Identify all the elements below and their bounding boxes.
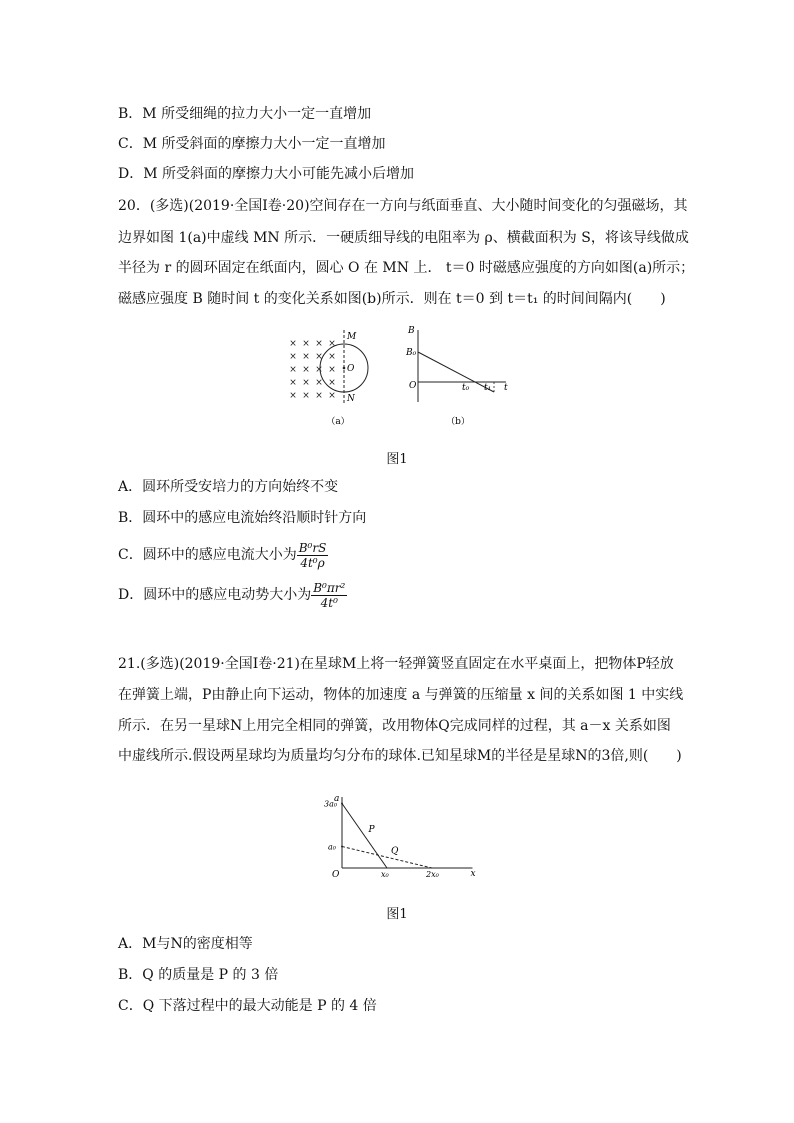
y-axis-label: a <box>334 794 340 805</box>
q21-stem-line-4: 中虚线所示.假设两星球均为质量均匀分布的球体.已知星球M的半径是星球N的3倍,则( ) <box>118 748 682 764</box>
label-n: N <box>347 394 355 404</box>
field-cross: × <box>328 391 336 401</box>
label-t: t <box>504 383 508 393</box>
q20-figure-a <box>278 322 378 432</box>
q20-option-c-fraction <box>297 541 329 570</box>
label-o: O <box>347 364 355 374</box>
b-t-line <box>418 352 494 392</box>
field-cross: × <box>315 365 323 375</box>
field-cross: × <box>302 365 310 375</box>
point-a0 <box>341 846 343 848</box>
field-cross: × <box>328 365 336 375</box>
ring-center <box>343 367 346 370</box>
q20-option-d <box>118 578 347 612</box>
field-cross: × <box>315 378 323 388</box>
field-cross: × <box>315 391 323 401</box>
field-cross: × <box>302 352 310 362</box>
q20-stem-line-3: 半径为 r 的圆环固定在纸面内，圆心 O 在 MN 上． t＝0 时磁感应强度的方向如图(a)所示； <box>118 260 695 276</box>
q20-option-c <box>118 538 328 572</box>
fraction-denominator: 4t⁰ <box>320 595 338 610</box>
q20-stem-line-2: 边界如图 1(a)中虚线 MN 所示．一硬质细导线的电阻率为 ρ、横截面积为 S，将该导线做成 <box>118 230 689 246</box>
field-cross: × <box>328 352 336 362</box>
series-p-line <box>342 804 387 869</box>
field-cross: × <box>315 339 323 349</box>
fraction-numerator: B⁰πr² <box>313 580 346 595</box>
q19-option-d: D．M 所受斜面的摩擦力大小可能先减小后增加 <box>118 166 415 182</box>
field-cross: × <box>302 378 310 388</box>
fraction-denominator: 4t⁰ρ <box>300 555 325 570</box>
field-cross: × <box>328 339 336 349</box>
label-origin: O <box>409 381 417 391</box>
q21-chart <box>312 782 482 882</box>
origin-label: O <box>332 870 340 880</box>
field-cross: × <box>302 339 310 349</box>
x-tick-label: x₀ <box>381 870 389 879</box>
field-cross: × <box>289 352 297 362</box>
point-3a0 <box>341 803 343 805</box>
q20-option-a: A．圆环所受安培力的方向始终不变 <box>118 479 339 495</box>
y-tick-label: 3a₀ <box>324 799 338 809</box>
fraction-numerator: B⁰rS <box>298 540 327 555</box>
q20-option-d-text: D．圆环中的感应电动势大小为 <box>118 587 312 603</box>
q21-option-c: C．Q 下落过程中的最大动能是 P 的 4 倍 <box>118 998 377 1014</box>
field-cross: × <box>289 378 297 388</box>
q20-stem-line-4: 磁感应强度 B 随时间 t 的变化关系如图(b)所示．则在 t＝0 到 t＝t₁ 的时间间隔内( ) <box>118 291 666 307</box>
q20-option-d-fraction <box>311 581 347 610</box>
field-cross: × <box>328 378 336 388</box>
q21-option-a: A．M与N的密度相等 <box>118 936 253 952</box>
field-cross: × <box>289 391 297 401</box>
label-t0: t₀ <box>462 383 470 393</box>
q20-option-b: B．圆环中的感应电流始终沿顺时针方向 <box>118 510 367 526</box>
q21-stem-line-1: 21.(多选)(2019·全国Ⅰ卷·21)在星球M上将一轻弹簧竖直固定在水平桌面上，把物体P轻放 <box>118 656 674 672</box>
q20-stem-line-1: 20．(多选)(2019·全国Ⅰ卷·20)空间存在一方向与纸面垂直、大小随时间变化的匀强磁场，其 <box>118 198 688 214</box>
q20-option-c-text: C．圆环中的感应电流大小为 <box>118 547 297 563</box>
series-q-label: Q <box>391 846 399 857</box>
q21-stem-line-3: 所示．在另一星球N上用完全相同的弹簧，改用物体Q完成同样的过程，其 a－x 关系如图 <box>118 718 671 734</box>
label-t1: t₁ <box>484 383 492 393</box>
y-tick-label: a₀ <box>328 842 336 852</box>
q21-option-b: B．Q 的质量是 P 的 3 倍 <box>118 967 279 983</box>
x-axis-label: x <box>470 869 476 879</box>
figure-b-label: （b） <box>446 417 470 427</box>
q19-option-c: C．M 所受斜面的摩擦力大小一定一直增加 <box>118 136 386 152</box>
series-q-line <box>342 847 432 869</box>
q21-figure-caption: 图1 <box>386 907 408 922</box>
q20-figure-caption: 图1 <box>386 452 408 467</box>
series-p-label: P <box>368 824 375 835</box>
q19-option-b: B．M 所受细绳的拉力大小一定一直增加 <box>118 106 372 122</box>
field-cross: × <box>289 365 297 375</box>
label-m: M <box>347 332 357 342</box>
field-cross: × <box>302 391 310 401</box>
x-tick-label: 2x₀ <box>426 870 439 879</box>
field-cross: × <box>315 352 323 362</box>
figure-a-label: （a） <box>326 417 350 427</box>
label-b: B <box>408 326 415 336</box>
q21-stem-line-2: 在弹簧上端，P由静止向下运动，物体的加速度 a 与弹簧的压缩量 x 间的关系如图 1 中实线 <box>118 687 684 703</box>
field-cross: × <box>289 339 297 349</box>
q20-figure-b <box>398 322 518 432</box>
label-b0: B₀ <box>406 348 417 358</box>
